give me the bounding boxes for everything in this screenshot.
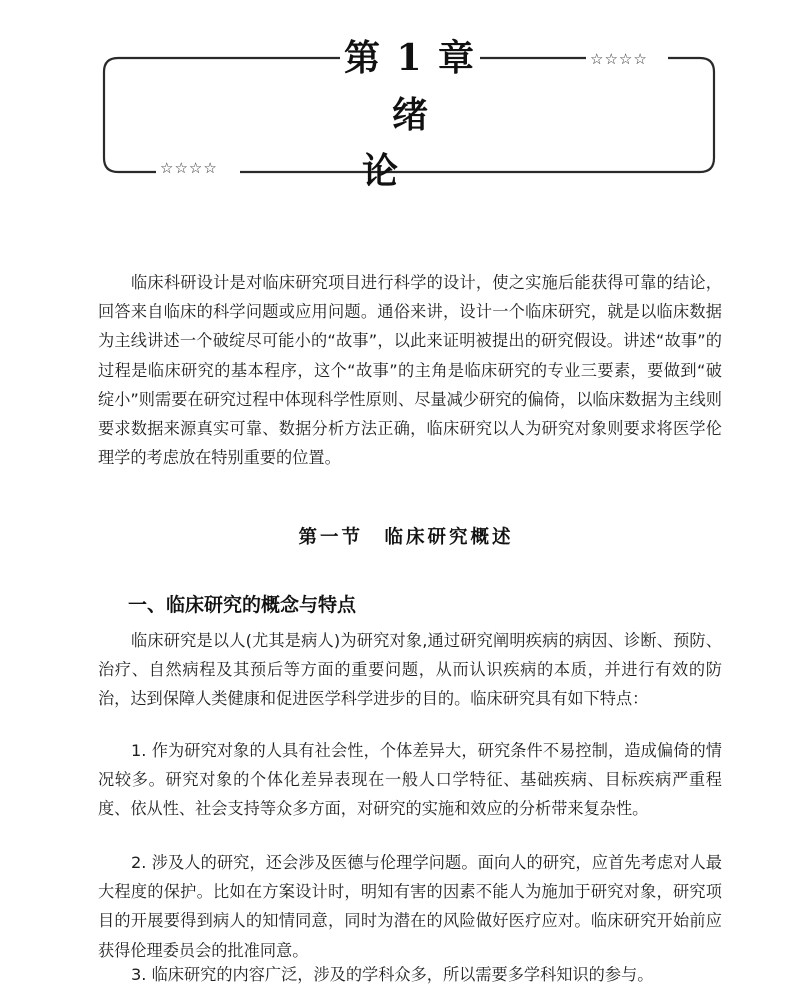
stars-decoration-icon: ☆☆☆☆ (160, 159, 218, 177)
intro-paragraph: 临床科研设计是对临床研究项目进行科学的设计，使之实施后能获得可靠的结论，回答来自临床的科学问题或应用问题。通俗来讲，设计一个临床研究，就是以临床数据为主线讲述一个破绽尽可能小的“故事”，以此来证明被提出的研究假设。讲述“故事”的过程是临床研究的基本程序，这个“故事”的主角是临床研究的专业三要素，要做到“破绽小”则需要在研究过程中体现科学性原则、尽量减少研究的偏倚，以临床数据为主线则要求数据来源真实可靠、数据分析方法正确，临床研究以人为研究对象则要求将医学伦理学的考虑放在特别重要的位置。 (98, 273, 722, 468)
chapter-title: 绪论 (361, 95, 488, 192)
list-item: 1. 作为研究对象的人具有社会性，个体差异大，研究条件不易控制，造成偏倚的情况较多。研究对象的个体化差异表现在一般人口学特征、基础疾病、目标疾病严重程度、依从性、社会支持等众多方面，对研究的实施和效应的分析带来复杂性。 (98, 741, 722, 819)
list-item: 2. 涉及人的研究，还会涉及医德与伦理学问题。面向人的研究，应首先考虑对人最大程度的保护。比如在方案设计时，明知有害的因素不能人为施加于研究对象，研究项目的开展要得到病人的知情同意，同时为潜在的风险做好医疗应对。临床研究开始前应获得伦理委员会的批准同意。 (98, 853, 722, 960)
stars-decoration-icon: ☆☆☆☆ (590, 50, 648, 68)
concept-paragraph: 临床研究是以人(尤其是病人)为研究对象,通过研究阐明疾病的病因、诊断、预防、治疗、自然病程及其预后等方面的重要问题，从而认识疾病的本质，并进行有效的防治，达到保障人类健康和促进医学科学进步的目的。临床研究具有如下特点： (98, 631, 722, 709)
chapter-number: 第 1 章 (340, 33, 480, 83)
subsection-title: 一、临床研究的概念与特点 (128, 594, 357, 616)
list-item: 3. 临床研究的内容广泛，涉及的学科众多，所以需要多学科知识的参与。 (131, 965, 654, 984)
chapter-header-frame (0, 0, 800, 200)
section-title: 第一节 临床研究概述 (298, 527, 514, 548)
